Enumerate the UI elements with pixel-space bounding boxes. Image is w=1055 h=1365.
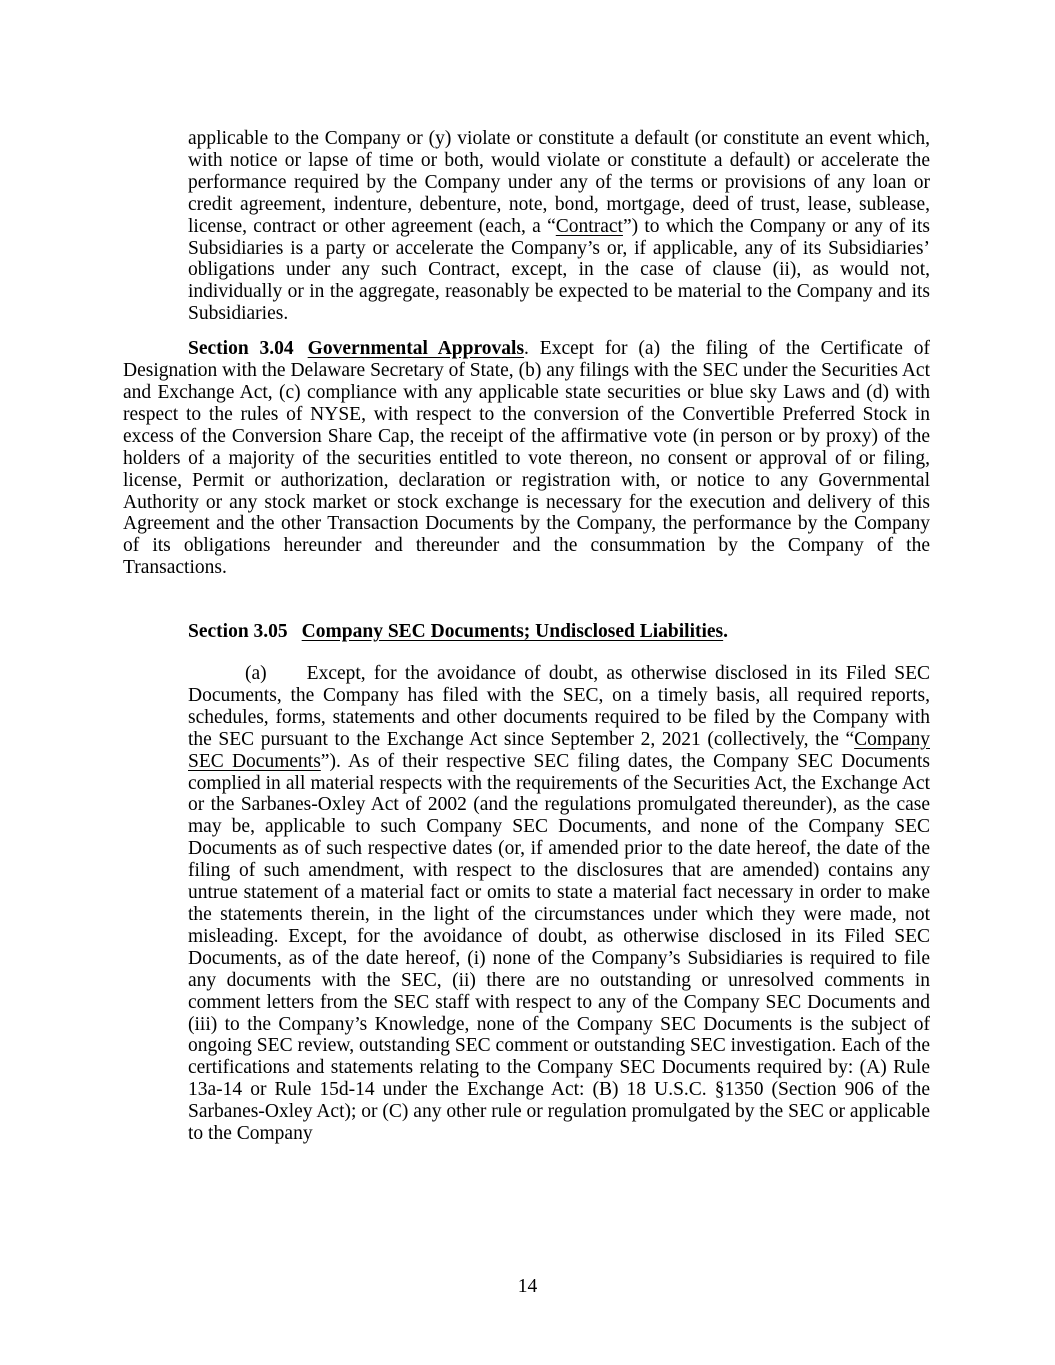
section-3-05-label: Section 3.05 — [188, 621, 288, 643]
contract-clause-text-pre: applicable to the Company or (y) violate or constitute a default (or constitute an event which, with notice or lapse of time or both, would violate or constitute a default) or accelerate the performance required by the Company under any of the terms or provisions of any loan or credit agreement, indenture, debenture, note, bond, mortgage, deed of trust, lease, sublease, license, contract or other agreement (each, a “ — [188, 128, 930, 237]
paragraph-a-text-post: ”). As of their respective SEC filing dates, the Company SEC Documents complied in all material respects with the requirements of the Securities Act, the Exchange Act or the Sarbanes-Oxley Act of 2002 (and the regulations promulgated thereunder), as the case may be, applicable to such Company SEC Documents, and none of the Company SEC Documents as of such respective dates (or, if amended prior to the date hereof, the date of the filing of such amendment, with respect to the disclosures that are amended) contains any untrue statement of a material fact or omits to state a material fact necessary in order to make the statements therein, in the light of the circumstances under which they were made, not misleading. Except, for the avoidance of doubt, as otherwise disclosed in its Filed SEC Documents, as of the date hereof, (i) none of the Company’s Subsidiaries is required to file any documents with the SEC, (ii) there are no outstanding or unresolved comments in comment letters from the SEC staff with respect to any of the Company SEC Documents and (iii) to the Company’s Knowledge, none of the Company SEC Documents is the subject of ongoing SEC review, outstanding SEC comment or outstanding SEC investigation. Each of the certifications and statements relating to the Company SEC Documents required by: (A) Rule 13a-14 or Rule 15d-14 under the Exchange Act: (B) 18 U.S.C. §1350 (Section 906 of the Sarbanes-Oxley Act); or (C) any other rule or regulation promulgated by the SEC or applicable to the Company — [188, 750, 930, 1145]
paragraph-a-marker: (a) — [245, 663, 267, 685]
section-3-04-body: . Except for (a) the filing of the Certificate of Designation with the Delaware Secretary of State, (b) any filings with the SEC under the Securities Act and Exchange Act, (c) compliance with any applicable state securities or blue sky Laws and (d) with respect to the rules of NYSE, with respect to the conversion of the Convertible Preferred Stock in excess of the Conversion Share Cap, the receipt of the affirmative vote (in person or by proxy) of the holders of a majority of the securities entitled to vote thereon, no consent or approval of or filing, license, Permit or authorization, declaration or registration with, or notice to any Governmental Authority or any stock market or stock exchange is necessary for the execution and delivery of this Agreement and the other Transaction Documents by the Company, the performance by the Company of its obligations hereunder and thereunder and the consummation by the Company of the Transactions. — [123, 338, 931, 579]
contract-clause-text-post: ”) to which the Company or any of its Subsidiaries is a party or accelerate the Company’s or, if applicable, any of its Subsidiaries’ obligations under any such Contract, except, in the case of clause (ii), as would not, individually or in the aggregate, reasonably be expected to be material to the Company and its Subsidiaries. — [188, 215, 930, 325]
section-3-04-label: Section 3.04 — [188, 338, 294, 360]
section-3-04-paragraph — [123, 338, 930, 579]
section-3-05-period: . — [723, 621, 729, 643]
page-number: 14 — [517, 1276, 538, 1297]
section-3-05-heading — [123, 621, 930, 643]
defined-term-company-sec-documents: Company SEC Documents — [188, 728, 930, 772]
paragraph-contract-clause — [188, 128, 930, 325]
defined-term-contract: Contract — [555, 215, 623, 237]
paragraph-a-text-pre: Except, for the avoidance of doubt, as otherwise disclosed in its Filed SEC Documents, the Company has filed with the SEC, on a timely basis, all required reports, schedules, forms, statements and other documents required to be filed by the Company with the SEC pursuant to the Exchange Act since September 2, 2021 (collectively, the “ — [188, 663, 930, 750]
section-3-05-title: Company SEC Documents; Undisclosed Liabilities — [301, 621, 724, 643]
section-3-04-title: Governmental Approvals — [307, 338, 525, 360]
paragraph-3-05-a — [188, 663, 930, 1145]
